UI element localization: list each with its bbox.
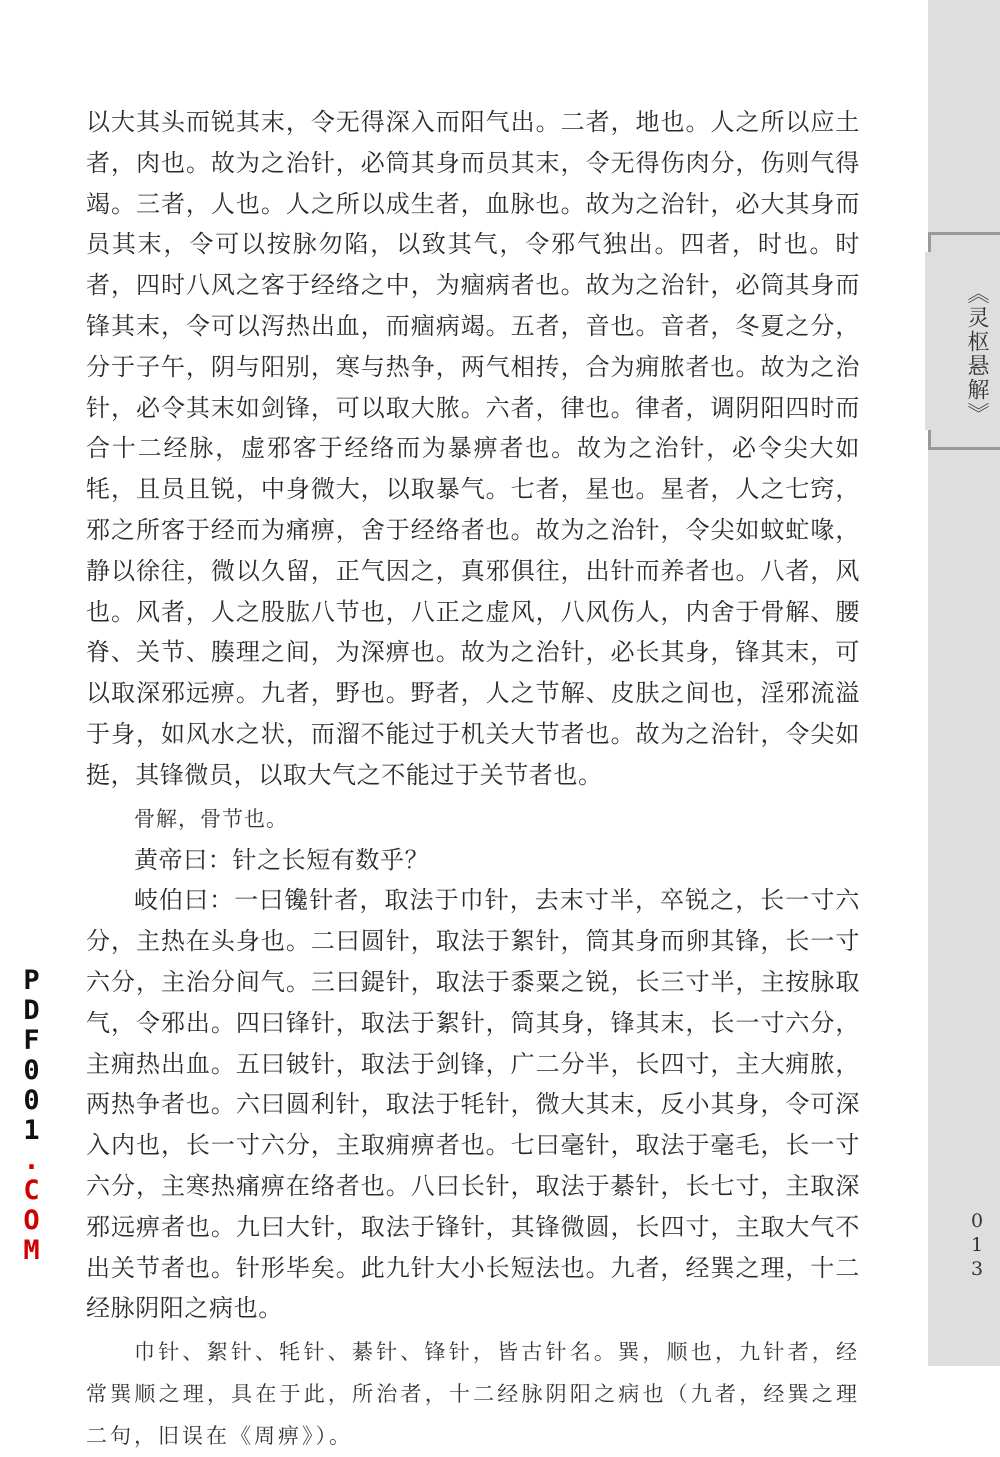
- side-margin-band: [928, 0, 1000, 1366]
- body-paragraph-1: 以大其头而锐其末，令无得深入而阳气出。二者，地也。人之所以应土者，肉也。故为之治针，必筒其身而员其末，令无得伤肉分，伤则气得竭。三者，人也。人之所以成生者，血脉也。故为之治针，必大其身而员其末，令可以按脉勿陷，以致其气，令邪气独出。四者，时也。时者，四时八风之客于经络之中，为痼病者也。故为之治针，必筒其身而锋其末，令可以泻热出血，而痼病竭。五者，音也。音者，冬夏之分，分于子午，阴与阳别，寒与热争，两气相抟，合为痈脓者也。故为之治针，必令其末如剑锋，可以取大脓。六者，律也。律者，调阴阳四时而合十二经脉，虚邪客于经络而为暴痹者也。故为之治针，必令尖大如牦，且员且锐，中身微大，以取暴气。七者，星也。星者，人之七窍，邪之所客于经而为痛痹，舍于经络者也。故为之治针，令尖如蚊虻喙，静以徐往，微以久留，正气因之，真邪俱往，出针而养者也。八者，风也。风者，人之股肱八节也，八正之虚风，八风伤人，内舍于骨解、腰脊、关节、腠理之间，为深痹也。故为之治针，必长其身，锋其末，可以取深邪远痹。九者，野也。野者，人之节解、皮肤之间也，淫邪流溢于身，如风水之状，而溜不能过于机关大节者也。故为之治针，令尖如挺，其锋微员，以取大气之不能过于关节者也。: [86, 108, 860, 789]
- watermark: [5, 965, 45, 1265]
- title-bracket-gap: [925, 252, 933, 430]
- running-book-title: 《灵枢悬解》: [964, 282, 989, 426]
- watermark-part-2: .COM: [16, 1145, 47, 1265]
- page-body: [86, 102, 860, 1457]
- commentary-note-1: 骨解，骨节也。: [134, 806, 288, 831]
- commentary-note-2: 巾针、絮针、牦针、綦针、锋针，皆古针名。巽，顺也，九针者，经常巽顺之理，具在于此，所治者，十二经脉阴阳之病也（九者，经巽之理二句，旧误在《周痹》）。: [86, 1340, 860, 1449]
- body-paragraph-2: 黄帝曰：针之长短有数乎？: [134, 845, 430, 874]
- page-number: 013: [966, 1210, 988, 1282]
- watermark-part-1: PDF001: [16, 965, 47, 1145]
- body-paragraph-3: 岐伯曰：一曰镵针者，取法于巾针，去末寸半，卒锐之，长一寸六分，主热在头身也。二曰圆针，取法于絮针，筒其身而卵其锋，长一寸六分，主治分间气。三曰鍉针，取法于黍粟之锐，长三寸半，主按脉取气，令邪出。四曰锋针，取法于絮针，筒其身，锋其末，长一寸六分，主痈热出血。五曰铍针，取法于剑锋，广二分半，长四寸，主大痈脓，两热争者也。六曰圆利针，取法于牦针，微大其末，反小其身，令可深入内也，长一寸六分，主取痈痹者也。七曰毫针，取法于毫毛，长一寸六分，主寒热痛痹在络者也。八曰长针，取法于綦针，长七寸，主取深邪远痹者也。九曰大针，取法于锋针，其锋微圆，长四寸，主取大气不出关节者也。针形毕矣。此九针大小长短法也。九者，经巽之理，十二经脉阴阳之病也。: [86, 886, 860, 1323]
